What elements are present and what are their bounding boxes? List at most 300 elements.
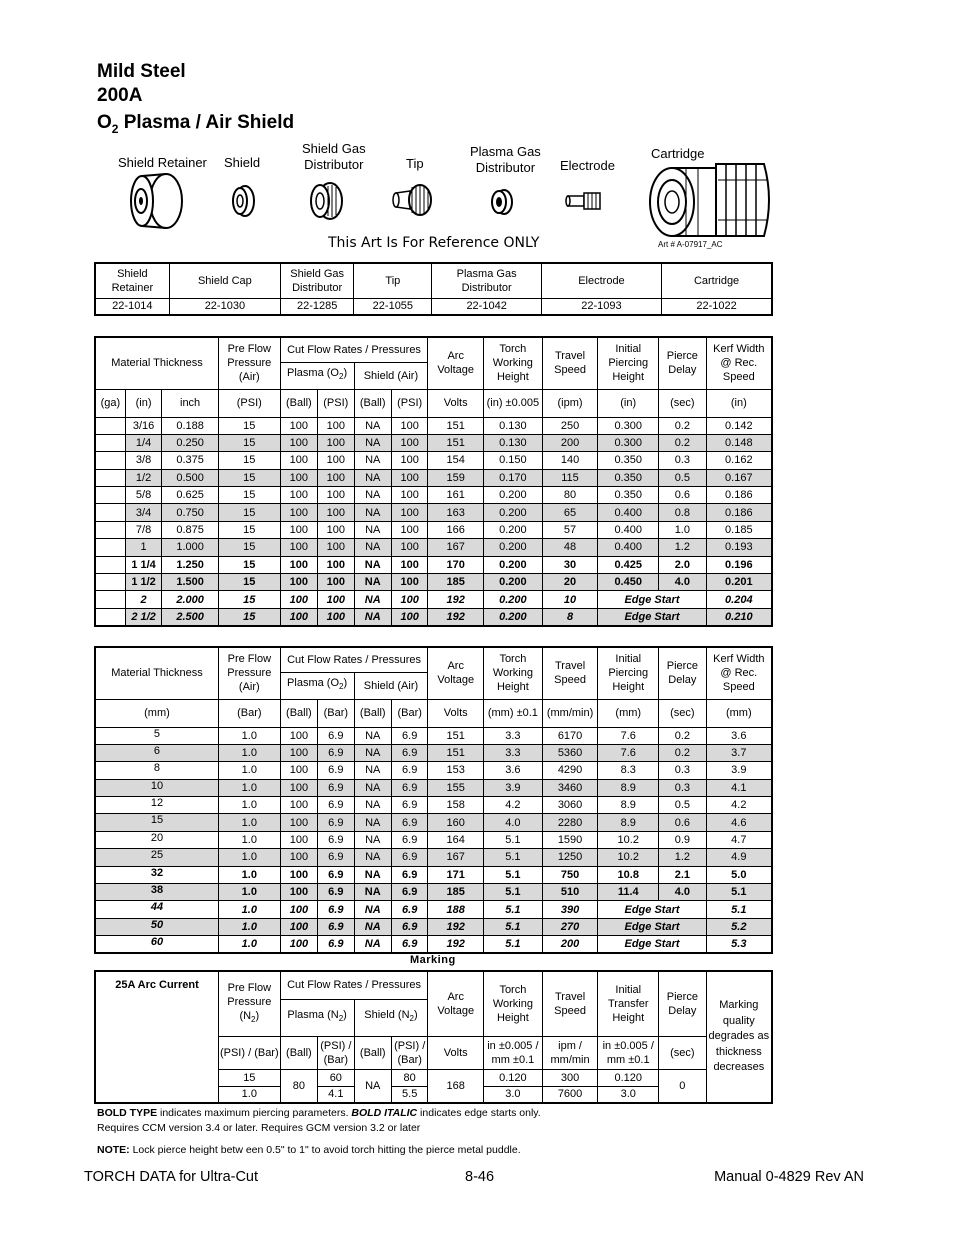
- unit-header: (mm): [598, 699, 659, 727]
- table-cell: 0.750: [162, 504, 219, 521]
- table-cell: 1.0: [218, 797, 280, 814]
- table-cell: [95, 521, 125, 538]
- table-cell: 0.201: [706, 574, 772, 591]
- table-cell: 48: [542, 539, 598, 556]
- table-cell: 3.3: [484, 727, 543, 744]
- table-cell: 1.0: [218, 901, 280, 918]
- table-cell: 0.2: [659, 744, 707, 761]
- unit-header: (ipm): [542, 389, 598, 417]
- unit-header: (Bar): [318, 699, 354, 727]
- table-cell: 5.1: [484, 918, 543, 935]
- table-cell: 510: [542, 884, 598, 901]
- marking-cell: NA: [354, 1069, 391, 1103]
- table-cell: 32: [95, 866, 218, 883]
- label-cartridge: Cartridge: [651, 146, 705, 161]
- table-cell: 151: [428, 417, 484, 434]
- table-cell: 6.9: [318, 918, 354, 935]
- table-cell: 0.130: [484, 417, 543, 434]
- table-cell: 0.148: [706, 434, 772, 451]
- table-cell: 6.9: [391, 831, 427, 848]
- electrode-image: [565, 190, 605, 212]
- table-row: [95, 936, 772, 953]
- table-cell: NA: [354, 608, 391, 625]
- table-cell: 4.0: [659, 884, 707, 901]
- table-cell: 5.1: [484, 849, 543, 866]
- table-cell: 170: [428, 556, 484, 573]
- table-cell: 20: [95, 831, 218, 848]
- table-cell: 15: [218, 417, 280, 434]
- table-cell: NA: [354, 591, 391, 608]
- table-cell: 0.200: [484, 521, 543, 538]
- marking-header-shield: Shield $(N_2)$: [354, 999, 428, 1036]
- table-cell: 140: [542, 452, 598, 469]
- table-cell: 100: [280, 521, 317, 538]
- table-cell: NA: [354, 452, 391, 469]
- table-cell: 1.0: [218, 866, 280, 883]
- table-cell: [95, 591, 125, 608]
- table-cell: 100: [280, 849, 317, 866]
- marking-cell: 1.0: [218, 1086, 280, 1103]
- marking-cell: 80: [280, 1069, 317, 1103]
- table-row: [95, 744, 772, 761]
- edge-start-cell: Edge Start: [598, 591, 706, 608]
- unit-header: (Bar): [218, 699, 280, 727]
- table-cell: 100: [280, 901, 317, 918]
- table-cell: 15: [218, 574, 280, 591]
- table-cell: 3/16: [125, 417, 161, 434]
- table-cell: [95, 556, 125, 573]
- header-shield: Shield (Air): [354, 672, 428, 699]
- table-cell: 192: [428, 936, 484, 953]
- reference-note: This Art Is For Reference ONLY: [328, 235, 540, 251]
- marking-cell: 3.0: [598, 1086, 659, 1103]
- marking-arc-current: 25A Arc Current: [95, 971, 218, 1103]
- part-number: 22-1014: [95, 298, 169, 315]
- table-cell: 161: [428, 487, 484, 504]
- table-cell: 0.2: [659, 417, 707, 434]
- header-arc-voltage: Arc Voltage: [428, 647, 484, 699]
- table-row: [95, 608, 772, 625]
- table-cell: 5.1: [484, 831, 543, 848]
- table-cell: 167: [428, 849, 484, 866]
- table-cell: 1 1/2: [125, 574, 161, 591]
- marking-header-initial-transfer-height: Initial Transfer Height: [598, 971, 659, 1036]
- table-cell: 15: [218, 556, 280, 573]
- table-cell: NA: [354, 831, 391, 848]
- table-cell: 8.9: [598, 814, 659, 831]
- table-cell: 60: [95, 936, 218, 953]
- table-cell: 5.1: [484, 936, 543, 953]
- edge-start-cell: Edge Start: [598, 936, 706, 953]
- table-cell: NA: [354, 762, 391, 779]
- table-cell: 0.142: [706, 417, 772, 434]
- marking-cell: 0.120: [598, 1069, 659, 1086]
- table-cell: 1.2: [659, 849, 707, 866]
- header-preflow: Pre Flow Pressure (Air): [218, 647, 280, 699]
- table-cell: 0.500: [162, 469, 219, 486]
- table-cell: 6.9: [391, 797, 427, 814]
- tip-image: [392, 183, 436, 217]
- table-cell: 100: [280, 918, 317, 935]
- table-cell: 5360: [542, 744, 598, 761]
- table-cell: 0.200: [484, 487, 543, 504]
- table-cell: 100: [280, 417, 317, 434]
- parts-header-shield-cap: Shield Cap: [169, 263, 280, 298]
- table-cell: 5.1: [484, 884, 543, 901]
- marking-cell: 168: [428, 1069, 484, 1103]
- table-cell: 0.5: [659, 469, 707, 486]
- art-number: Art # A-07917_AC: [658, 240, 723, 249]
- header-plasma: Plasma $(O_2)$: [280, 672, 354, 699]
- table-cell: 0.400: [598, 521, 659, 538]
- table-cell: 100: [280, 814, 317, 831]
- table-cell: [95, 417, 125, 434]
- table-cell: 5.2: [706, 918, 772, 935]
- table-cell: 270: [542, 918, 598, 935]
- table-cell: 20: [542, 574, 598, 591]
- table-row: [95, 469, 772, 486]
- table-cell: 4290: [542, 762, 598, 779]
- table-cell: 1.0: [218, 936, 280, 953]
- table-cell: 0.400: [598, 539, 659, 556]
- table-cell: 188: [428, 901, 484, 918]
- unit-header: (Ball): [280, 699, 317, 727]
- footer-left: TORCH DATA for Ultra-Cut: [84, 1169, 259, 1185]
- table-cell: 3.3: [484, 744, 543, 761]
- table-cell: 200: [542, 936, 598, 953]
- table-cell: 100: [280, 608, 317, 625]
- table-cell: 0.875: [162, 521, 219, 538]
- table-cell: 1.0: [218, 744, 280, 761]
- table-cell: 158: [428, 797, 484, 814]
- table-cell: 0.186: [706, 487, 772, 504]
- table-cell: 10: [95, 779, 218, 796]
- table-cell: 100: [391, 556, 427, 573]
- table-row: [95, 901, 772, 918]
- marking-cell: 15: [218, 1069, 280, 1086]
- parts-header-tip: Tip: [354, 263, 432, 298]
- table-cell: NA: [354, 434, 391, 451]
- header-kerf-width: Kerf Width @ Rec. Speed: [706, 337, 772, 389]
- header-initial-piercing-height: Initial Piercing Height: [598, 647, 659, 699]
- table-cell: 4.2: [706, 797, 772, 814]
- table-cell: 8.9: [598, 797, 659, 814]
- table-cell: 0.3: [659, 452, 707, 469]
- label-tip: Tip: [406, 156, 424, 171]
- table-cell: 6170: [542, 727, 598, 744]
- unit-header: (sec): [659, 389, 707, 417]
- table-cell: 6.9: [318, 866, 354, 883]
- shield-gas-distributor-image: [306, 180, 346, 222]
- table-cell: [95, 539, 125, 556]
- table-cell: 0.2: [659, 727, 707, 744]
- table-cell: 15: [218, 487, 280, 504]
- table-cell: 153: [428, 762, 484, 779]
- table-cell: 25: [95, 849, 218, 866]
- table-row: [95, 727, 772, 744]
- table-cell: [95, 434, 125, 451]
- table-row: [95, 504, 772, 521]
- table-cell: 6.9: [318, 849, 354, 866]
- table-cell: 3/8: [125, 452, 161, 469]
- table-cell: 6.9: [318, 797, 354, 814]
- header-shield: Shield (Air): [354, 362, 428, 389]
- footer-right: Manual 0-4829 Rev AN: [714, 1169, 864, 1185]
- table-cell: 38: [95, 884, 218, 901]
- table-cell: 1.0: [659, 521, 707, 538]
- table-cell: 100: [280, 539, 317, 556]
- table-cell: [95, 487, 125, 504]
- table-row: [95, 521, 772, 538]
- table-cell: 100: [318, 591, 354, 608]
- table-cell: 15: [218, 452, 280, 469]
- table-cell: 100: [280, 556, 317, 573]
- marking-cell: 0: [659, 1069, 707, 1103]
- table-cell: 4.6: [706, 814, 772, 831]
- table-cell: 0.130: [484, 434, 543, 451]
- header-torch-working-height: Torch Working Height: [484, 647, 543, 699]
- table-cell: 6.9: [318, 936, 354, 953]
- title-line-2: 200A: [97, 85, 143, 106]
- label-plasma-gas-distributor: Plasma Gas Distributor: [470, 144, 541, 175]
- marking-title: Marking: [410, 954, 456, 966]
- table-cell: 100: [280, 779, 317, 796]
- table-cell: NA: [354, 574, 391, 591]
- table-cell: 100: [391, 591, 427, 608]
- notes-line-2: Requires CCM version 3.4 or later. Requires GCM version 3.2 or later: [97, 1122, 421, 1134]
- unit-header: (Bar): [391, 699, 427, 727]
- table-cell: [95, 574, 125, 591]
- edge-start-cell: Edge Start: [598, 608, 706, 625]
- table-cell: NA: [354, 521, 391, 538]
- marking-unit: (PSI) / (Bar): [318, 1036, 354, 1069]
- marking-unit: Volts: [428, 1036, 484, 1069]
- table-cell: 3.6: [706, 727, 772, 744]
- table-cell: NA: [354, 866, 391, 883]
- table-cell: 15: [218, 591, 280, 608]
- table-cell: 100: [280, 831, 317, 848]
- table-cell: 4.2: [484, 797, 543, 814]
- header-torch-working-height: Torch Working Height: [484, 337, 543, 389]
- table-cell: 115: [542, 469, 598, 486]
- table-cell: 0.204: [706, 591, 772, 608]
- table-cell: 15: [218, 539, 280, 556]
- marking-unit: (Ball): [354, 1036, 391, 1069]
- part-number: 22-1022: [662, 298, 772, 315]
- metric-cut-chart: [94, 646, 773, 954]
- table-cell: 0.3: [659, 762, 707, 779]
- table-cell: 4.7: [706, 831, 772, 848]
- table-cell: 100: [280, 504, 317, 521]
- table-cell: 44: [95, 901, 218, 918]
- table-cell: 6.9: [391, 727, 427, 744]
- table-cell: 3.9: [484, 779, 543, 796]
- table-cell: 6.9: [318, 814, 354, 831]
- table-cell: 8: [542, 608, 598, 625]
- table-cell: 4.0: [484, 814, 543, 831]
- table-cell: 100: [391, 452, 427, 469]
- table-cell: 3460: [542, 779, 598, 796]
- table-row: [95, 849, 772, 866]
- shield-retainer-image: [128, 172, 184, 230]
- table-cell: 151: [428, 727, 484, 744]
- table-cell: 6.9: [391, 849, 427, 866]
- table-cell: 192: [428, 591, 484, 608]
- table-cell: 0.193: [706, 539, 772, 556]
- table-cell: 5.0: [706, 866, 772, 883]
- table-cell: 171: [428, 866, 484, 883]
- table-cell: 50: [95, 918, 218, 935]
- table-cell: 0.210: [706, 608, 772, 625]
- parts-header-shield-retainer: Shield Retainer: [95, 263, 169, 298]
- table-cell: 4.0: [659, 574, 707, 591]
- table-cell: 0.425: [598, 556, 659, 573]
- table-cell: 0.8: [659, 504, 707, 521]
- table-cell: NA: [354, 556, 391, 573]
- table-cell: 8.9: [598, 779, 659, 796]
- table-row: [95, 539, 772, 556]
- part-number: 22-1055: [354, 298, 432, 315]
- table-cell: 5.1: [484, 866, 543, 883]
- unit-header: (PSI): [391, 389, 427, 417]
- table-cell: 100: [391, 504, 427, 521]
- table-cell: 1.0: [218, 727, 280, 744]
- unit-header: (sec): [659, 699, 707, 727]
- table-cell: 15: [218, 608, 280, 625]
- table-cell: 100: [280, 452, 317, 469]
- table-cell: 6.9: [318, 884, 354, 901]
- table-cell: 100: [391, 469, 427, 486]
- parts-header-plasma-gas-distributor: Plasma Gas Distributor: [432, 263, 541, 298]
- table-cell: 2 1/2: [125, 608, 161, 625]
- table-cell: 12: [95, 797, 218, 814]
- table-cell: 0.6: [659, 814, 707, 831]
- unit-header: (Ball): [354, 389, 391, 417]
- table-cell: 151: [428, 434, 484, 451]
- table-cell: 8.3: [598, 762, 659, 779]
- table-cell: 2280: [542, 814, 598, 831]
- table-cell: 65: [542, 504, 598, 521]
- table-cell: 6.9: [391, 814, 427, 831]
- table-cell: 100: [280, 434, 317, 451]
- table-cell: 0.185: [706, 521, 772, 538]
- table-cell: 100: [280, 469, 317, 486]
- table-cell: 6: [95, 744, 218, 761]
- table-cell: 0.6: [659, 487, 707, 504]
- table-cell: 30: [542, 556, 598, 573]
- header-initial-piercing-height: Initial Piercing Height: [598, 337, 659, 389]
- table-row: [95, 779, 772, 796]
- header-arc-voltage: Arc Voltage: [428, 337, 484, 389]
- unit-header: (Ball): [280, 389, 317, 417]
- table-cell: 2.1: [659, 866, 707, 883]
- table-cell: 0.170: [484, 469, 543, 486]
- table-cell: 1.2: [659, 539, 707, 556]
- parts-header-electrode: Electrode: [541, 263, 661, 298]
- header-preflow: Pre Flow Pressure (Air): [218, 337, 280, 389]
- table-cell: 6.9: [318, 901, 354, 918]
- table-cell: 5.3: [706, 936, 772, 953]
- table-cell: 0.167: [706, 469, 772, 486]
- table-cell: 100: [391, 574, 427, 591]
- unit-header: (in): [125, 389, 161, 417]
- table-cell: 6.9: [318, 831, 354, 848]
- unit-header: inch: [162, 389, 219, 417]
- table-cell: 100: [318, 469, 354, 486]
- table-cell: NA: [354, 779, 391, 796]
- table-cell: 1: [125, 539, 161, 556]
- table-cell: 100: [318, 608, 354, 625]
- table-cell: 151: [428, 744, 484, 761]
- table-cell: 10.8: [598, 866, 659, 883]
- table-cell: 164: [428, 831, 484, 848]
- unit-header: (PSI): [218, 389, 280, 417]
- table-cell: 390: [542, 901, 598, 918]
- table-cell: 0.300: [598, 434, 659, 451]
- unit-header: (mm): [95, 699, 218, 727]
- table-cell: 6.9: [391, 744, 427, 761]
- part-number: 22-1285: [281, 298, 354, 315]
- table-cell: [95, 452, 125, 469]
- label-shield: Shield: [224, 155, 261, 170]
- table-cell: 100: [280, 866, 317, 883]
- table-cell: 0.3: [659, 779, 707, 796]
- marking-cell: 3.0: [484, 1086, 543, 1103]
- table-cell: 0.162: [706, 452, 772, 469]
- table-cell: 0.200: [484, 574, 543, 591]
- table-cell: NA: [354, 814, 391, 831]
- table-cell: 7.6: [598, 744, 659, 761]
- table-cell: NA: [354, 469, 391, 486]
- marking-header-arc-voltage: Arc Voltage: [428, 971, 484, 1036]
- header-plasma: Plasma $(O_2)$: [280, 362, 354, 389]
- marking-header-travel-speed: Travel Speed: [542, 971, 598, 1036]
- table-cell: 1.0: [218, 762, 280, 779]
- table-row: [95, 574, 772, 591]
- table-row: [95, 884, 772, 901]
- table-cell: 10.2: [598, 849, 659, 866]
- marking-header-cut-flow: Cut Flow Rates / Pressures: [280, 971, 428, 999]
- parts-header-cartridge: Cartridge: [662, 263, 772, 298]
- unit-header: (in) ±0.005: [484, 389, 543, 417]
- table-cell: 10: [542, 591, 598, 608]
- marking-unit: (Ball): [280, 1036, 317, 1069]
- table-cell: 0.350: [598, 452, 659, 469]
- unit-header: (mm) ±0.1: [484, 699, 543, 727]
- table-cell: 750: [542, 866, 598, 883]
- table-cell: 1.0: [218, 884, 280, 901]
- table-cell: 0.350: [598, 487, 659, 504]
- table-cell: 100: [391, 487, 427, 504]
- table-cell: 160: [428, 814, 484, 831]
- notes-line-1: BOLD TYPE indicates maximum piercing parameters. BOLD ITALIC indicates edge starts only.: [97, 1107, 541, 1119]
- table-cell: 0.200: [484, 591, 543, 608]
- table-cell: NA: [354, 727, 391, 744]
- header-pierce-delay: Pierce Delay: [659, 647, 707, 699]
- table-cell: 5: [95, 727, 218, 744]
- unit-header: (mm): [706, 699, 772, 727]
- label-shield-retainer: Shield Retainer: [118, 155, 207, 170]
- table-cell: 100: [318, 452, 354, 469]
- table-cell: 4.9: [706, 849, 772, 866]
- table-cell: 100: [318, 504, 354, 521]
- marking-unit: ipm / mm/min: [542, 1036, 598, 1069]
- table-cell: 3.6: [484, 762, 543, 779]
- table-cell: 6.9: [318, 762, 354, 779]
- table-cell: [95, 469, 125, 486]
- table-cell: 0.200: [484, 539, 543, 556]
- table-cell: 100: [318, 521, 354, 538]
